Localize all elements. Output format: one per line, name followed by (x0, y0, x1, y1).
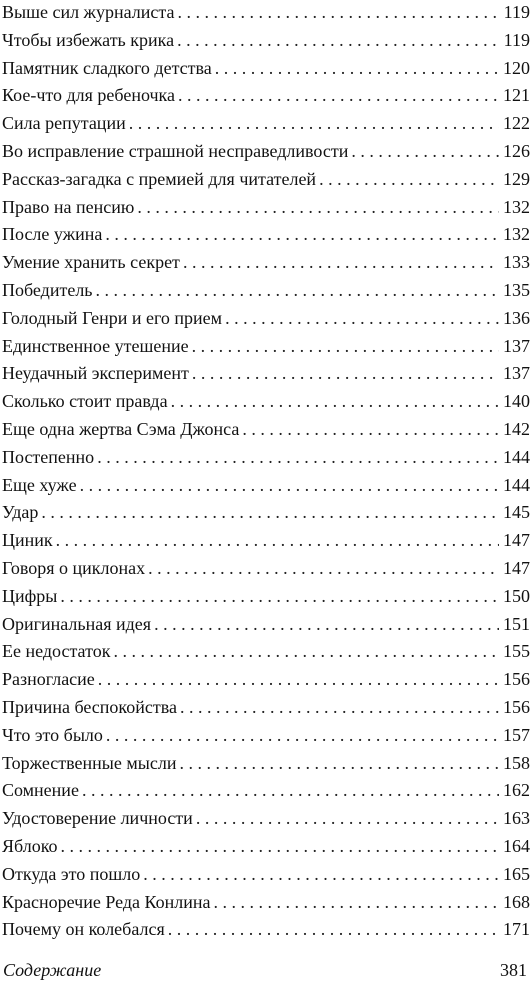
dot-leader (168, 917, 499, 941)
toc-entry (2, 250, 530, 278)
dot-leader (56, 528, 499, 552)
toc-entry (2, 667, 530, 695)
dot-leader (98, 667, 499, 691)
dot-leader (177, 28, 500, 52)
toc-entry (2, 361, 530, 389)
toc-entry-page: 121 (503, 85, 530, 106)
toc-entry (2, 862, 530, 890)
toc-entry-title: После ужина (2, 224, 103, 245)
dot-leader (82, 778, 499, 802)
toc-entry (2, 56, 530, 84)
toc-entry-title: Откуда это пошло (2, 863, 141, 884)
toc-entry-page: 144 (503, 474, 530, 495)
dot-leader (105, 222, 499, 246)
dot-leader (61, 834, 499, 858)
toc-entry (2, 778, 530, 806)
toc-entry-page: 133 (503, 252, 530, 273)
dot-leader (113, 639, 499, 663)
dot-leader (351, 139, 499, 163)
dot-leader (178, 83, 499, 107)
toc-entry (2, 834, 530, 862)
dot-leader (41, 500, 499, 524)
dot-leader (137, 195, 499, 219)
toc-entry-title: Говоря о циклонах (2, 557, 146, 578)
toc-entry-page: 120 (503, 57, 530, 78)
toc-entry-title: Чтобы избежать крика (2, 29, 175, 50)
toc-entry-page: 158 (503, 752, 530, 773)
dot-leader (96, 278, 499, 302)
toc-entry-title: Еще одна жертва Сэма Джонса (2, 418, 240, 439)
toc-entry-page: 132 (503, 196, 530, 217)
toc-entry (2, 389, 530, 417)
toc-entry-page: 156 (503, 696, 530, 717)
toc-entry-title: Неудачный эксперимент (2, 363, 189, 384)
toc-entry-page: 136 (503, 307, 530, 328)
dot-leader (214, 890, 500, 914)
toc-entry-title: Причина беспокойства (2, 696, 177, 717)
toc-entry-page: 126 (503, 140, 530, 161)
toc-entry-page: 156 (503, 669, 530, 690)
toc-entry-title: Яблоко (2, 835, 58, 856)
toc-entry-title: Циник (2, 530, 53, 551)
dot-leader (129, 111, 499, 135)
dot-leader (60, 584, 499, 608)
toc-entry-title: Что это было (2, 724, 103, 745)
toc-entry (2, 556, 530, 584)
dot-leader (106, 723, 499, 747)
dot-leader (180, 695, 499, 719)
dot-leader (154, 612, 499, 636)
toc-entry (2, 917, 530, 945)
toc-entry (2, 639, 530, 667)
toc-entry (2, 83, 530, 111)
running-title: Содержание (3, 960, 102, 980)
toc-entry-page: 137 (503, 363, 530, 384)
toc-entry (2, 473, 530, 501)
toc-entry-page: 119 (503, 2, 530, 22)
toc-entry-page: 142 (503, 418, 530, 439)
dot-leader (148, 556, 499, 580)
dot-leader (171, 389, 499, 413)
dot-leader (215, 56, 499, 80)
toc-entry-title: Торжественные мысли (2, 752, 177, 773)
toc-entry-page: 140 (503, 391, 530, 412)
toc-entry-title: Рассказ-загадка с премией для читателей (2, 168, 317, 189)
dot-leader (183, 250, 499, 274)
toc-entry-page: 151 (503, 613, 530, 634)
toc-entry (2, 195, 530, 223)
toc-entry-title: Еще хуже (2, 474, 77, 495)
toc-entry (2, 139, 530, 167)
toc-entry-title: Умение хранить секрет (2, 252, 180, 273)
dot-leader (143, 862, 499, 886)
toc-entry (2, 222, 530, 250)
dot-leader (225, 306, 499, 330)
toc-entry-page: 171 (503, 919, 530, 940)
toc-entry-title: Оригинальная идея (2, 613, 152, 634)
dot-leader (80, 473, 499, 497)
toc-entry-page: 144 (503, 446, 530, 467)
table-of-contents (2, 0, 530, 945)
toc-entry (2, 890, 530, 918)
dot-leader (196, 806, 499, 830)
toc-entry-title: Единственное утешение (2, 335, 189, 356)
toc-entry-title: Победитель (2, 279, 93, 300)
toc-entry-page: 137 (503, 335, 530, 356)
toc-entry-title: Сомнение (2, 780, 79, 801)
toc-entry (2, 612, 530, 640)
dot-leader (319, 167, 499, 191)
toc-entry-page: 147 (503, 557, 530, 578)
toc-entry (2, 306, 530, 334)
toc-entry-page: 135 (503, 279, 530, 300)
toc-entry-page: 168 (503, 891, 530, 912)
toc-entry-title: Удостоверение личности (2, 808, 193, 829)
toc-entry-title: Красноречие Реда Конлина (2, 891, 211, 912)
toc-entry-page: 122 (503, 113, 530, 134)
dot-leader (177, 0, 499, 24)
toc-entry (2, 334, 530, 362)
toc-entry-title: Памятник сладкого детства (2, 57, 212, 78)
toc-entry-page: 129 (503, 168, 530, 189)
toc-entry (2, 417, 530, 445)
toc-entry-title: Сколько стоит правда (2, 391, 168, 412)
toc-entry-title: Ее недостаток (2, 641, 111, 662)
toc-entry-title: Кое-что для ребеночка (2, 85, 175, 106)
toc-entry (2, 695, 530, 723)
toc-entry-page: 119 (503, 29, 530, 50)
toc-entry (2, 278, 530, 306)
toc-entry-title: Постепенно (2, 446, 95, 467)
page-number: 381 (500, 960, 527, 980)
toc-entry (2, 806, 530, 834)
toc-entry-page: 164 (503, 835, 530, 856)
toc-entry (2, 445, 530, 473)
toc-entry-title: Сила репутации (2, 113, 126, 134)
toc-entry (2, 0, 530, 28)
toc-entry (2, 584, 530, 612)
dot-leader (242, 417, 499, 441)
toc-entry (2, 28, 530, 56)
toc-entry-page: 145 (503, 502, 530, 523)
toc-entry (2, 167, 530, 195)
page-footer (3, 960, 527, 981)
dot-leader (192, 361, 499, 385)
toc-entry-page: 132 (503, 224, 530, 245)
toc-entry-page: 155 (503, 641, 530, 662)
toc-entry-page: 150 (503, 585, 530, 606)
toc-entry-page: 162 (503, 780, 530, 801)
dot-leader (192, 334, 499, 358)
toc-entry-page: 163 (503, 808, 530, 829)
toc-entry-title: Почему он колебался (2, 919, 165, 940)
toc-entry-title: Цифры (2, 585, 58, 606)
toc-entry-title: Удар (2, 502, 39, 523)
dot-leader (97, 445, 499, 469)
toc-entry-title: Голодный Генри и его прием (2, 307, 223, 328)
toc-entry (2, 111, 530, 139)
toc-entry-title: Во исправление страшной несправедливости (2, 140, 349, 161)
toc-entry (2, 751, 530, 779)
dot-leader (179, 751, 499, 775)
toc-entry-page: 165 (503, 863, 530, 884)
toc-entry-title: Разногласие (2, 669, 95, 690)
toc-entry (2, 723, 530, 751)
toc-entry (2, 528, 530, 556)
toc-entry-page: 147 (503, 530, 530, 551)
toc-entry (2, 500, 530, 528)
toc-entry-title: Выше сил журналиста (2, 2, 175, 22)
toc-entry-page: 157 (503, 724, 530, 745)
toc-entry-title: Право на пенсию (2, 196, 135, 217)
